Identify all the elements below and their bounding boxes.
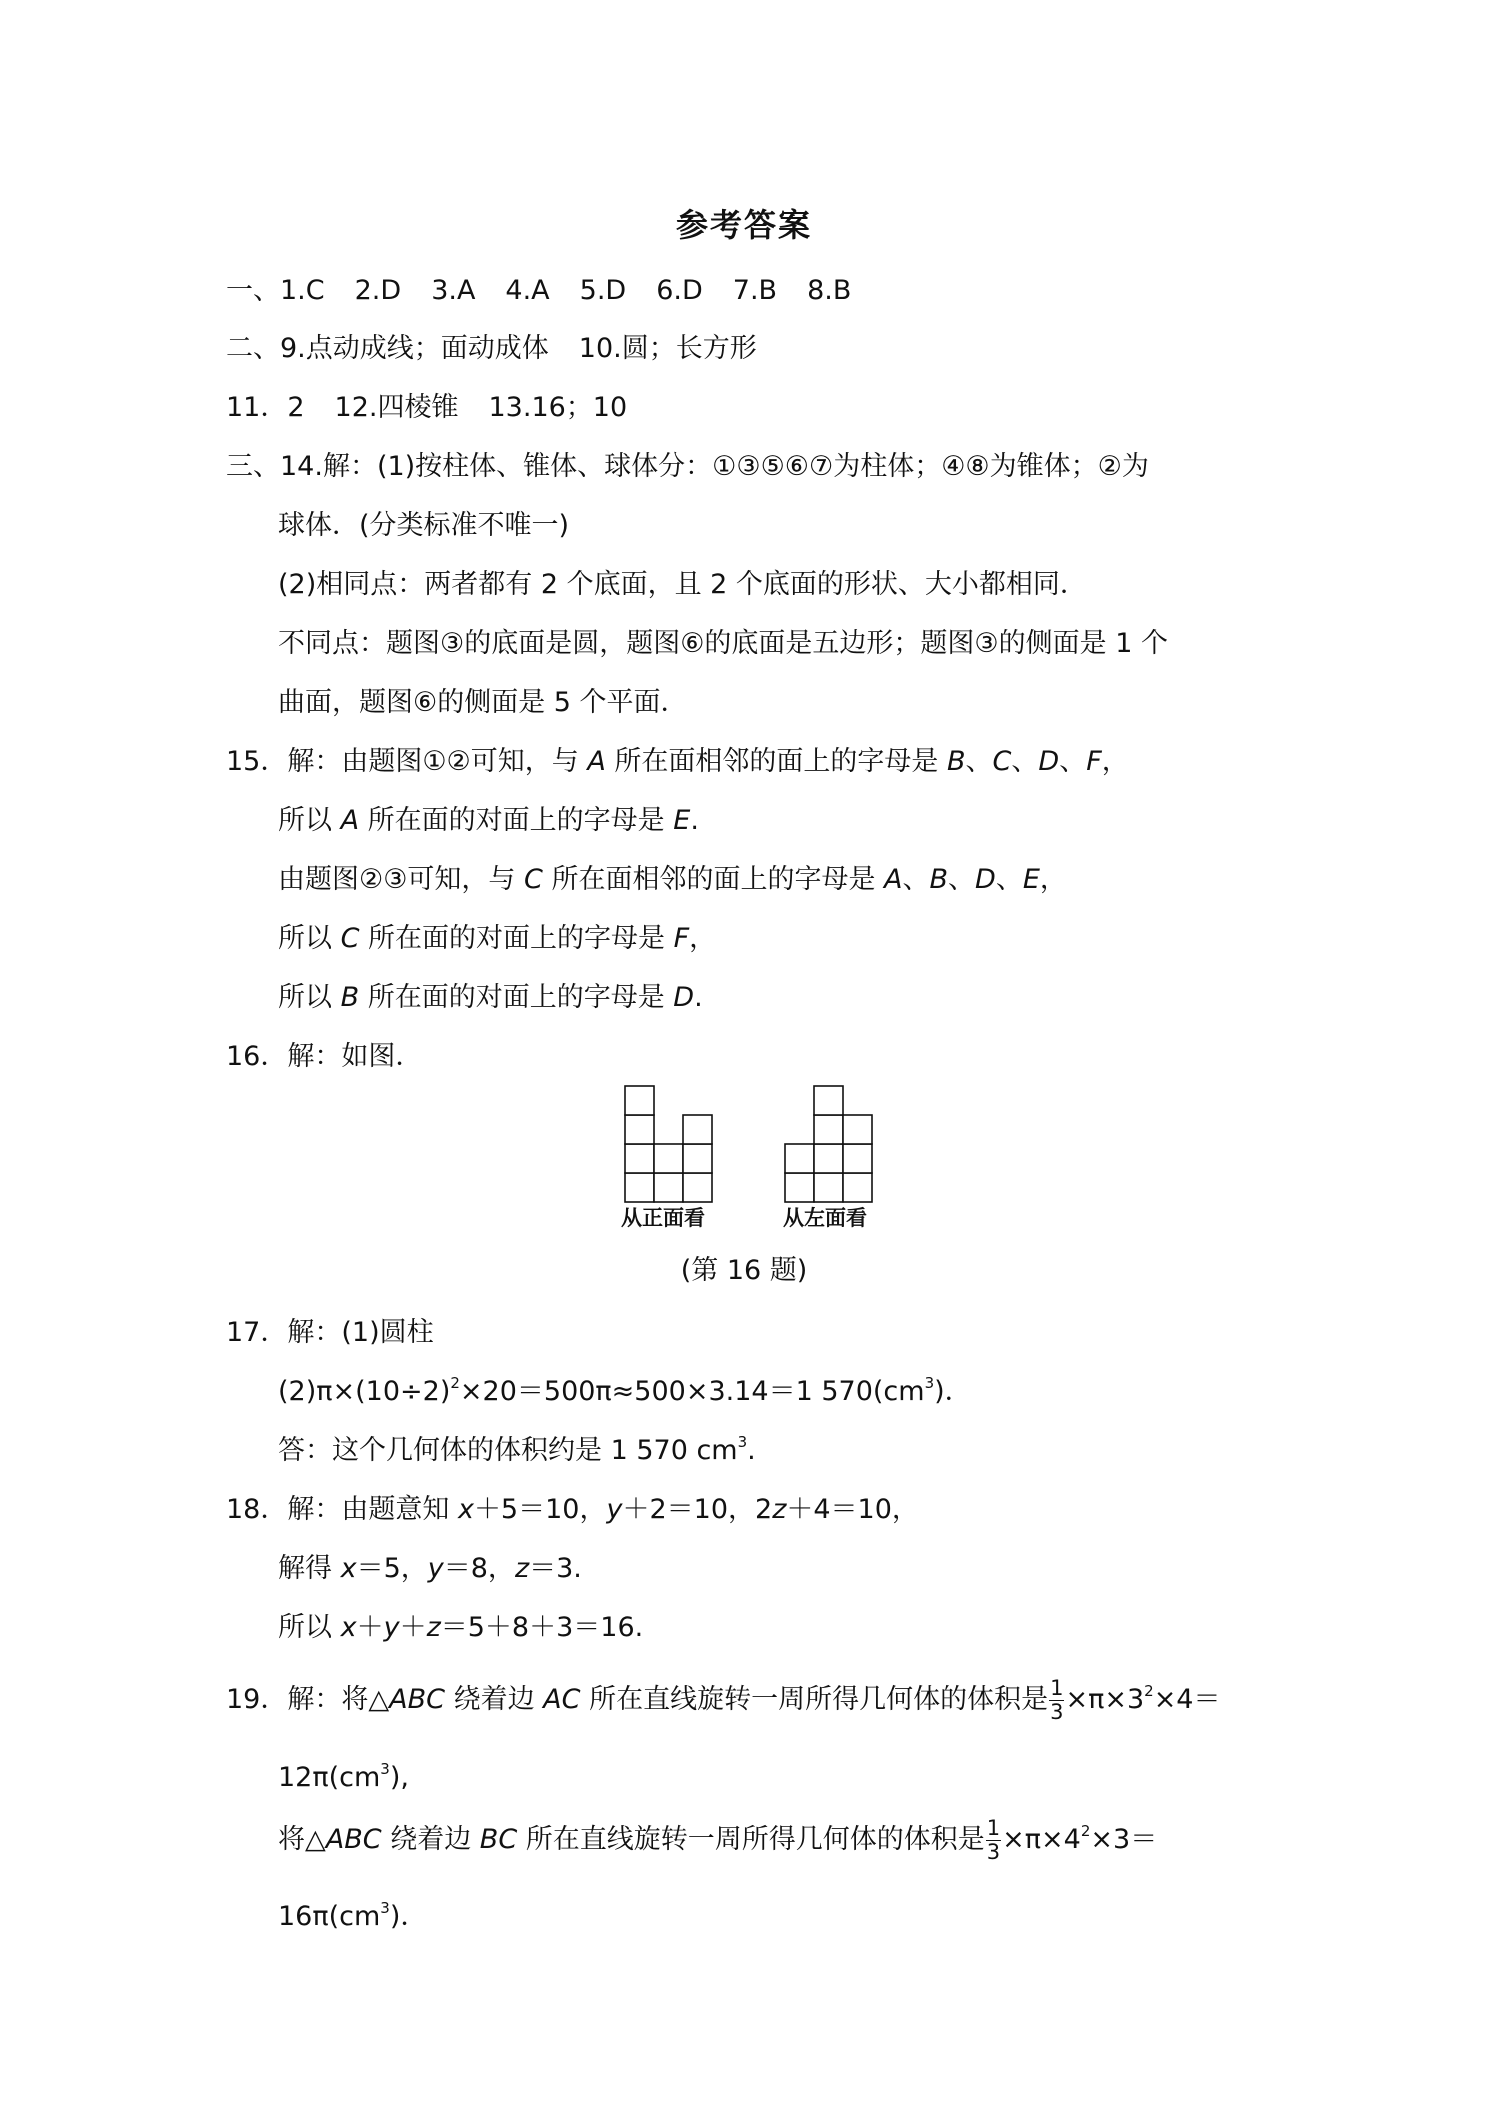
text: ×π×4 xyxy=(1002,1824,1081,1855)
var: C xyxy=(524,864,543,895)
left-view-cell xyxy=(843,1173,872,1202)
answer-item: 6.D xyxy=(656,275,703,306)
text: 所在面的对面上的字母是 xyxy=(359,923,674,954)
var: D xyxy=(975,864,996,895)
fraction xyxy=(986,1817,1001,1864)
q15-line-2 xyxy=(278,804,699,838)
text: . xyxy=(694,982,703,1013)
exponent: 3 xyxy=(380,1899,390,1917)
answer-item: 7.B xyxy=(732,275,778,306)
figure-caption: (第 16 题) xyxy=(680,1255,808,1286)
text: 解得 xyxy=(278,1553,341,1584)
text: ＋ xyxy=(356,1612,384,1643)
var: C xyxy=(992,746,1012,777)
left-view-cell xyxy=(843,1115,872,1144)
text: (2)π×(10÷2) xyxy=(278,1376,451,1407)
text: ×4＝ xyxy=(1153,1684,1221,1715)
answer-item: 3.A xyxy=(431,275,476,306)
answer-item: 10.圆；长方形 xyxy=(578,333,757,364)
text: 、 xyxy=(965,746,993,777)
answer-item: 2.D xyxy=(354,275,402,306)
front-view-cell xyxy=(683,1144,712,1173)
var: ABC xyxy=(389,1684,445,1715)
q17-line-2 xyxy=(278,1375,972,1409)
var: z xyxy=(772,1494,787,1525)
q16-line: 16．解：如图． xyxy=(226,1041,423,1072)
text: 12π(cm xyxy=(278,1762,381,1793)
text: ×20＝500π≈500×3.14＝1 570(cm xyxy=(459,1376,925,1407)
text: 答：这个几何体的体积约是 1 570 cm xyxy=(278,1435,738,1466)
text: 将△ xyxy=(278,1824,326,1855)
answer-item: 12.四棱锥 xyxy=(334,392,459,423)
left-view-cell xyxy=(814,1144,843,1173)
var: E xyxy=(673,805,691,836)
var: z xyxy=(426,1612,441,1643)
text: 由题图②③可知，与 xyxy=(278,864,524,895)
text: ＋2＝10，2 xyxy=(622,1494,773,1525)
fraction-numerator: 1 xyxy=(986,1816,1001,1840)
left-view-cell xyxy=(785,1173,814,1202)
front-view-cell xyxy=(625,1086,654,1115)
var: E xyxy=(1022,864,1040,895)
q19-line-3 xyxy=(278,1810,1157,1870)
var: y xyxy=(383,1612,400,1643)
var: BC xyxy=(479,1824,518,1855)
text: 、 xyxy=(995,864,1023,895)
section-marker: 二、 xyxy=(226,333,280,364)
text: ×π×3 xyxy=(1065,1684,1145,1715)
q18-line-1 xyxy=(226,1493,919,1527)
var: A xyxy=(587,746,606,777)
q14-line-1: 三、14.解：(1)按柱体、锥体、球体分：①③⑤⑥⑦为柱体；④⑧为锥体；②为 xyxy=(226,451,1149,482)
q15-line-1 xyxy=(226,745,1129,779)
text: 所在面相邻的面上的字母是 xyxy=(542,864,885,895)
exponent: 2 xyxy=(1144,1682,1154,1700)
exponent: 3 xyxy=(737,1433,748,1451)
q19-line-1 xyxy=(226,1670,1221,1730)
answer-item: 5.D xyxy=(579,275,627,306)
answer-item: 4.A xyxy=(505,275,550,306)
text: ＋5＝10， xyxy=(473,1494,607,1525)
answer-item: 11．2 xyxy=(226,392,305,423)
var: B xyxy=(340,982,360,1013)
q17-line-3 xyxy=(278,1434,756,1468)
front-view-cell xyxy=(625,1115,654,1144)
text: 16π(cm xyxy=(278,1901,381,1932)
text: 所以 xyxy=(278,805,341,836)
text: 绕着边 xyxy=(381,1824,480,1855)
q16-figure xyxy=(600,1068,890,1208)
text: 所以 xyxy=(278,923,341,954)
answer-item: 1.C xyxy=(280,275,325,306)
text: 所以 xyxy=(278,982,341,1013)
text: ， xyxy=(1101,746,1129,777)
text: 所在面的对面上的字母是 xyxy=(359,982,674,1013)
left-view-cell xyxy=(814,1115,843,1144)
var: B xyxy=(947,746,966,777)
q18-line-2 xyxy=(278,1552,582,1586)
text: 所以 xyxy=(278,1612,341,1643)
var: D xyxy=(673,982,695,1013)
text: 19．解：将△ xyxy=(226,1684,390,1715)
answer-item: 8.B xyxy=(807,275,852,306)
var: ABC xyxy=(325,1824,382,1855)
q18-line-3 xyxy=(278,1611,643,1645)
text: ＋ xyxy=(399,1612,427,1643)
var: y xyxy=(606,1494,623,1525)
q15-line-4 xyxy=(278,922,716,956)
text: ， xyxy=(689,923,717,954)
q15-line-3 xyxy=(278,863,1067,897)
text: 15．解：由题图①②可知，与 xyxy=(226,746,588,777)
q14-line-2: 球体．(分类标准不唯一) xyxy=(278,510,570,541)
text: 所在直线旋转一周所得几何体的体积是 xyxy=(517,1824,985,1855)
text: 、 xyxy=(902,864,930,895)
var: B xyxy=(929,864,949,895)
text: 、 xyxy=(948,864,976,895)
front-view-cell xyxy=(683,1173,712,1202)
fraction-numerator: 1 xyxy=(1050,1676,1064,1700)
text: ＝8， xyxy=(443,1553,515,1584)
text: ， xyxy=(1039,864,1067,895)
text: 绕着边 xyxy=(444,1684,544,1715)
fraction-denominator: 3 xyxy=(1050,1700,1064,1724)
q19-line-2 xyxy=(278,1761,409,1795)
answers-11-13 xyxy=(226,391,627,425)
front-view-cell xyxy=(654,1173,683,1202)
text: ＝5， xyxy=(356,1553,428,1584)
var: F xyxy=(1086,746,1102,777)
answer-item: 13.16；10 xyxy=(488,392,628,423)
text: 、 xyxy=(1011,746,1039,777)
text: 、 xyxy=(1059,746,1087,777)
text: ), xyxy=(389,1762,409,1793)
q14-line-4: 不同点：题图③的底面是圆，题图⑥的底面是五边形；题图③的侧面是 1 个 xyxy=(278,628,1168,659)
left-view-label: 从左面看 xyxy=(783,1205,867,1230)
answer-item: 9.点动成线；面动成体 xyxy=(280,333,549,364)
text: ＝5＋8＋3＝16. xyxy=(440,1612,644,1643)
var: C xyxy=(340,923,360,954)
q17-line-1: 17．解：(1)圆柱 xyxy=(226,1317,434,1348)
exponent: 2 xyxy=(1080,1822,1091,1840)
text: ＋4＝10， xyxy=(786,1494,919,1525)
var: x xyxy=(340,1553,357,1584)
front-view-cell xyxy=(683,1115,712,1144)
q14-line-5: 曲面，题图⑥的侧面是 5 个平面． xyxy=(278,687,688,718)
left-view-cell xyxy=(843,1144,872,1173)
text: . xyxy=(690,805,699,836)
q15-line-5 xyxy=(278,981,703,1015)
front-view-cell xyxy=(625,1144,654,1173)
section-1-answers xyxy=(226,274,851,308)
text: 18．解：由题意知 xyxy=(226,1494,458,1525)
exponent: 2 xyxy=(450,1374,460,1392)
text: ＝3. xyxy=(529,1553,582,1584)
section-2-answers xyxy=(226,332,757,366)
q19-line-4 xyxy=(278,1900,427,1934)
var: x xyxy=(457,1494,474,1525)
var: D xyxy=(1038,746,1060,777)
front-view-cell xyxy=(654,1144,683,1173)
section-marker: 一、 xyxy=(226,275,280,306)
text: )． xyxy=(934,1376,972,1407)
front-view-cell xyxy=(625,1173,654,1202)
var: A xyxy=(884,864,903,895)
fraction xyxy=(1049,1677,1064,1724)
left-view-cell xyxy=(814,1173,843,1202)
var: A xyxy=(340,805,360,836)
text: . xyxy=(747,1435,756,1466)
exponent: 3 xyxy=(924,1374,935,1392)
var: F xyxy=(673,923,690,954)
fraction-denominator: 3 xyxy=(986,1840,1001,1864)
var: x xyxy=(340,1612,357,1643)
text: 所在面相邻的面上的字母是 xyxy=(605,746,948,777)
left-view-cell xyxy=(814,1086,843,1115)
var: y xyxy=(427,1553,444,1584)
front-view-label: 从正面看 xyxy=(621,1205,705,1230)
text: 所在面的对面上的字母是 xyxy=(359,805,674,836)
exponent: 3 xyxy=(380,1760,390,1778)
q14-line-3: (2)相同点：两者都有 2 个底面，且 2 个底面的形状、大小都相同． xyxy=(278,569,1087,600)
text: )． xyxy=(389,1901,428,1932)
left-view-cell xyxy=(785,1144,814,1173)
var: AC xyxy=(543,1684,581,1715)
text: ×3＝ xyxy=(1090,1824,1158,1855)
page-title: 参考答案 xyxy=(675,206,812,244)
text: 所在直线旋转一周所得几何体的体积是 xyxy=(580,1684,1049,1715)
var: z xyxy=(514,1553,530,1584)
